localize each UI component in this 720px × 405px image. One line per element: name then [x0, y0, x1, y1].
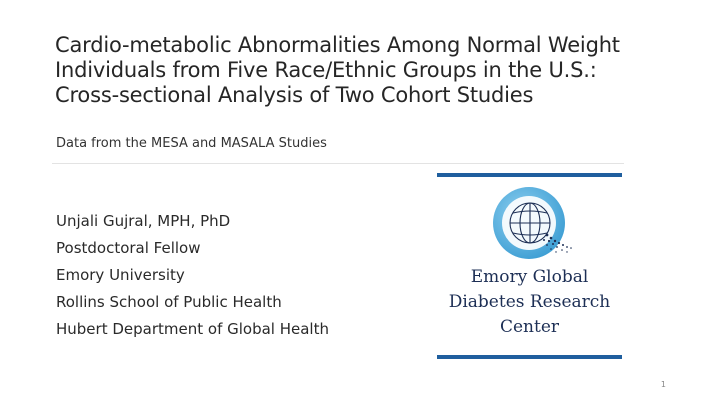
logo-line-1: Emory Global [470, 267, 589, 287]
logo-line-2: Diabetes Research [448, 292, 611, 312]
logo-top-bar [437, 173, 622, 177]
slide-subtitle: Data from the MESA and MASALA Studies [56, 136, 327, 151]
logo-line-3: Center [499, 317, 560, 337]
emory-global-diabetes-logo [437, 173, 622, 359]
page-number: 1 [660, 380, 666, 389]
presenter-institution: Emory University [56, 266, 185, 284]
slide-title: Cardio-metabolic Abnormalities Among Normal Weight Individuals from Five Race/Ethnic Groups in the U.S.: Cross-sectional Analysis of Two Cohort Studies [55, 33, 620, 107]
logo-bottom-bar [437, 355, 622, 359]
globe-icon [481, 185, 581, 265]
presenter-info [56, 208, 329, 343]
presenter-department: Hubert Department of Global Health [56, 320, 329, 338]
logo-text [437, 265, 622, 340]
presenter-position: Postdoctoral Fellow [56, 239, 201, 257]
title-divider [52, 163, 624, 164]
presenter-school: Rollins School of Public Health [56, 293, 282, 311]
presenter-name: Unjali Gujral, MPH, PhD [56, 212, 231, 230]
